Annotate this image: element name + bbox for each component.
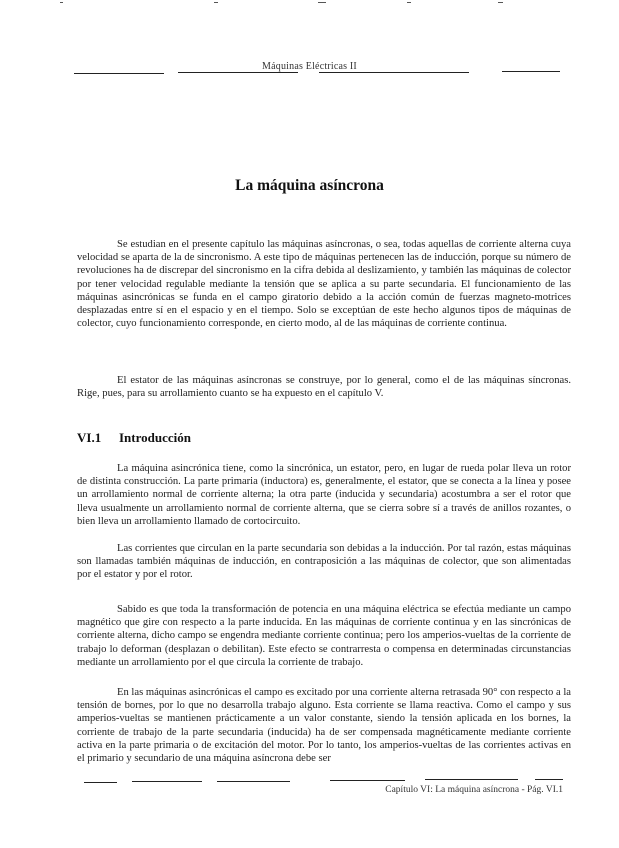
intro-paragraph-2: El estator de las máquinas asíncronas se construye, por lo general, como el de las máquinas síncronas. Rige, pues, para su arrollamiento cuanto se ha expuesto en el capítulo V. xyxy=(77,375,571,400)
section-paragraph-3: Sabido es que toda la transformación de potencia en una máquina eléctrica se efectúa mediante un campo magnético que gire con respecto a la parte inducida. En las máquinas de corriente continua y en las sincrónicas de corriente alterna, dicho campo se engendra mediante corriente continua; pero los amperios-vueltas de la corriente de trabajo lo deforman (desplazan o debilitan). Este efecto se contrarresta o compensa en determinadas circunstancias mediante un arrollamiento por el que circula la corriente de trabajo. xyxy=(77,604,571,668)
section-paragraph-2: Las corrientes que circulan en la parte secundaria son debidas a la inducción. Por tal razón, estas máquinas son llamadas también máquinas de inducción, en contraposición a las máquinas de colector, que son alimentadas por el estator y por el rotor. xyxy=(77,543,571,581)
intro-paragraph-1: Se estudian en el presente capítulo las máquinas asíncronas, o sea, todas aquellas de corriente alterna cuya velocidad se aparta de la de sincronismo. A este tipo de máquinas pertenecen las de inducción, porque su número de revoluciones ha de discrepar del sincronismo en la cifra debida al deslizamiento, y también las máquinas de colector por tener velocidad regulable mediante la tensión que se aplica a su parte secundaria. El funcionamiento de las máquinas asincrónicas se funda en el campo giratorio debido a la acción común de fuerzas magneto-motrices desplazadas entre sí en el espacio y en el tiempo. Solo se exceptúan de este hecho algunos tipos de máquinas de colector, cuyo funcionamiento corresponde, en cierto modo, al de las máquinas de corriente continua. xyxy=(77,239,571,330)
header-rule xyxy=(502,71,560,72)
scan-artifact xyxy=(498,2,503,3)
header-rule xyxy=(74,73,164,74)
section-paragraph-4: En las máquinas asincrónicas el campo es excitado por una corriente alterna retrasada 90° con respecto a la tensión de bornes, por lo que no desarrolla trabajo alguno. Esta corriente se llama reactiva. Como el campo y sus amperios-vueltas se mantienen prácticamente a un valor constante, siendo la tensión aplicada en los bornes, la corriente de trabajo de la parte secundaria (inducida) ha de ser compensada magnéticamente mediante corriente activa en la parte primaria o de excitación del motor. Por lo tanto, los amperios-vueltas de las corrientes activas en el primario y secundario de una máquina asíncrona debe ser xyxy=(77,687,571,765)
running-footer: Capítulo VI: La máquina asíncrona - Pág. VI.1 xyxy=(385,785,563,795)
footer-rule xyxy=(425,779,518,780)
footer-rule xyxy=(84,782,117,783)
scan-artifact xyxy=(407,2,411,3)
section-title: Introducción xyxy=(119,430,191,445)
header-rule xyxy=(178,72,298,73)
footer-rule xyxy=(132,781,202,782)
footer-rule xyxy=(330,780,405,781)
scan-artifact xyxy=(318,2,326,3)
running-header: Máquinas Eléctricas II xyxy=(262,61,357,72)
header-rule xyxy=(319,72,469,73)
scan-artifacts xyxy=(0,0,619,6)
footer-rule xyxy=(535,779,563,780)
scan-artifact xyxy=(214,2,218,3)
section-paragraph-1: La máquina asincrónica tiene, como la sincrónica, un estator, pero, en lugar de rueda polar lleva un rotor de distinta construcción. La parte primaria (inductora) es, generalmente, el estator, que se conecta a la línea y posee un arrollamiento normal de corriente alterna; la otra parte (inducida y secundaria) acostumbra a ser el rotor que lleva usualmente un arrollamiento normal de corriente alterna, que se cierra sobre sí a través de anillos rozantes, o bien lleva un arrollamiento llamado de cortocircuito. xyxy=(77,463,571,527)
chapter-title: La máquina asíncrona xyxy=(235,177,384,194)
section-number: VI.1 xyxy=(77,430,102,445)
footer-rule xyxy=(217,781,290,782)
section-heading xyxy=(77,430,191,446)
scan-artifact xyxy=(60,2,63,3)
